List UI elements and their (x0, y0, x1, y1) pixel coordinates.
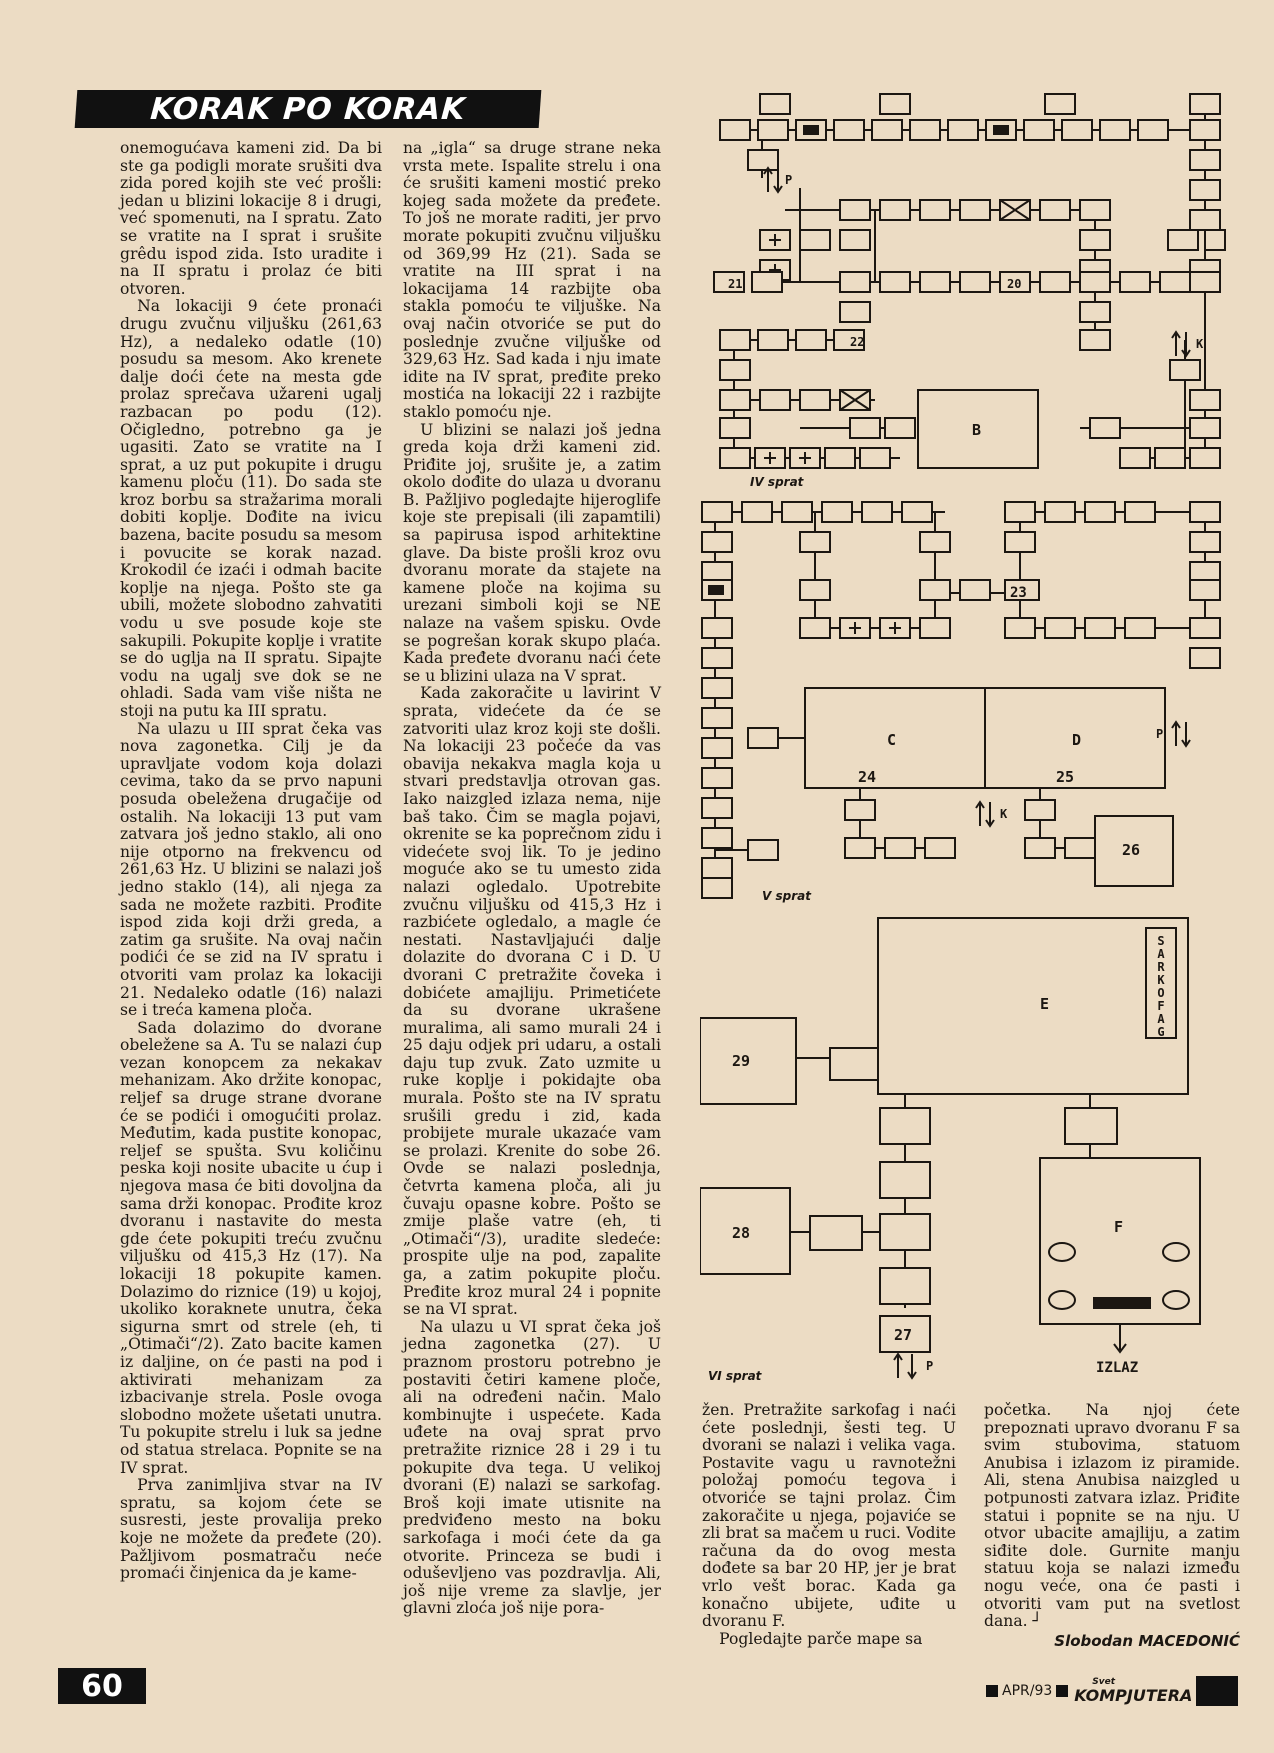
paragraph: Na lokaciji 9 ćete pronaći drugu zvučnu viljušku (261,63 Hz), a nedaleko odatle (10) posudu sa mesom. Ako krenete dalje doći ćete na mesta gde prolaz sprečava užareni ugalj razbacan po podu (12). Očigledno, potrebno ga je ugasiti. Zato se vratite na I sprat, a uz put pokupite i drugu kamenu ploču (11). Do sada ste kroz borbu sa stražarima morali dobiti koplje. Dođite na ivicu bazena, bacite posudu sa mesom i povucite se korak nazad. Krokodil će izaći i odmah bacite koplje na njega. Pošto ste ga ubili, možete slobodno zahvatiti vodu u sve posude koje ste sakupili. Pokupite koplje i vratite se do uglja na II spratu. Sipajte vodu na ugalj sve dok se ne ohladi. Sada vam više ništa ne stoji na putu ka III spratu. (120, 297, 382, 720)
location-label-24: 24 (858, 768, 877, 786)
room-label-f: F (1114, 1218, 1124, 1236)
stairs-label-k: K (1196, 337, 1204, 351)
up-down-arrow-icon (764, 168, 782, 192)
article-column-2 (403, 140, 661, 1618)
room-label-b: B (972, 421, 982, 439)
sarkofag-letter: F (1157, 999, 1165, 1013)
magazine-logo (1074, 1678, 1192, 1705)
sarkofag-label (1157, 934, 1165, 1039)
floor-vi-map (700, 918, 1200, 1352)
sarkofag-letter: O (1157, 986, 1165, 1000)
location-label-28: 28 (732, 1224, 751, 1242)
location-label-27: 27 (894, 1326, 913, 1344)
paragraph: Na ulazu u VI sprat čeka još jedna zagonetka (27). U praznom prostoru potrebno je postaviti četiri kamene ploče, ali na određeni način. Malo kombinujte i uspećete. Kada uđete na ovaj sprat prvo pretražite riznice 28 i 29 i tu pokupite dva tega. U velikoj dvorani (E) nalazi se sarkofag. Broš koji imate utisnite na predviđeno mesto na boku sarkofaga i moći ćete da ga otvorite. Princeza se budi i oduševljeno vas pozdravlja. Ali, još nije vreme za slavlje, jer glavni zloća još nije pora- (403, 1317, 661, 1618)
author-signature: Slobodan MACEDONIĆ (1054, 1631, 1240, 1650)
page-footer (982, 1676, 1238, 1706)
footer-black-block (1196, 1676, 1238, 1706)
room-label-c: C (887, 731, 897, 749)
paragraph: početka. Na njoj ćete prepoznati upravo dvoranu F sa svim stubovima, statuom Anubisa i izlazom iz piramide. Ali, stena Anubisa naizgled u potpunosti zatvara izlaz. Priđite statui i popnite se na nju. U otvor ubacite amajliju, a zatim siđite dole. Gurnite manju statuu koja se nalazi između nogu veće, ona će pasti i otvoriti vam put na svetlost dana. ┘ (984, 1401, 1240, 1631)
paragraph: žen. Pretražite sarkofag i naći ćete poslednji, šesti teg. U dvorani se nalazi i velika vaga. Postavite vagu u ravnotežni položaj pomoću tegova i otvoriće se tajni prolaz. Čim zakoračite u njega, pojaviće se zli brat sa mačem u ruci. Vodite računa da do ovog mesta dođete sa bar 20 HP, jer je brat vrlo vešt borac. Kada ga konačno ubijete, uđite u dvoranu F. (702, 1401, 956, 1631)
paragraph: U blizini se nalazi još jedna greda koja drži kameni zid. Priđite joj, srušite je, a zatim okolo dođite do ulaza u dvoranu B. Pažljivo pogledajte hijeroglife koje ste prepisali (ili zapamtili) sa papirusa ispod arhitektine glave. Da biste prošli kroz ovu dvoranu morate da stajete na kamene ploče na kojima su urezani simboli koji se NE nalaze na vašem spisku. Ovde se pogrešan korak skupo plaća. Kada pređete dvoranu naći ćete se u blizini ulaza na V sprat. (403, 420, 661, 685)
location-label-29: 29 (732, 1052, 751, 1070)
up-down-arrow-icon (1172, 332, 1190, 356)
section-banner: KORAK PO KORAK (75, 90, 542, 128)
sarkofag-letter: R (1157, 960, 1165, 974)
floor-iv-map (714, 94, 1225, 468)
page-number: 60 (58, 1668, 146, 1704)
footer-square-icon (986, 1685, 998, 1697)
paragraph: Pogledajte parče mape sa (719, 1629, 923, 1648)
article-column-4 (984, 1402, 1240, 1650)
paragraph: Na ulazu u III sprat čeka vas nova zagonetka. Cilj je da upravljate vodom koja dolazi cevima, tako da se prvo napuni posuda obeležena drugačije od ostalih. Na lokaciji 13 put vam zatvara još jedno staklo, ali ono nije otporno na frekvencu od 261,63 Hz. U blizini se nalazi još jedno staklo (14), ali njega za sada ne možete razbiti. Prođite ispod zida koji drži greda, a zatim ga srušite. Na ovaj način podići će se zid na IV spratu i otvoriti vam prolaz ka lokaciji 21. Nedaleko odatle (16) nalazi se i treća kamena ploča. (120, 719, 382, 1020)
up-down-arrow-icon (894, 1354, 916, 1378)
paragraph: Kada zakoračite u lavirint V sprata, videćete da će se zatvoriti ulaz kroz koji ste došli. Na lokaciji 23 počeće da vas obavija nekakva magla koja u stvari predstavlja otrovan gas. Iako naizgled izlaza nema, nije baš tako. Čim se magla pojavi, okrenite se ka poprečnom zidu i videćete svoj lik. To je jedino moguće ako se tu umesto zida nalazi ogledalo. Upotrebite zvučnu viljušku od 415,3 Hz i razbićete ogledalo, a magle će nestati. Nastavljajući dalje dolazite do dvorana C i D. U dvorani C pretražite čoveka i dobićete amajliju. Primetićete da su dvorane ukrašene muralima, ali samo murali 24 i 25 daju odjek pri udaru, a ostali daju tup zvuk. Zato uzmite u ruke koplje i pokidajte oba murala. Pošto ste na IV spratu srušili gredu i zid, kada probijete murale ukazaće vam se prolazi. Krenite do sobe 26. Ovde se nalazi poslednja, četvrta kamena ploča, ali ju čuvaju opasne kobre. Pošto se zmije plaše vatre (eh, ti „Otimači“/3), uradite sledeće: prospite ulje na pod, zapalite ga, a zatim pokupite ploču. Pređite kroz mural 24 i popnite se na VI sprat. (403, 684, 661, 1319)
location-label-21: 21 (728, 277, 743, 291)
stairs-label-p: P (785, 173, 793, 187)
sarkofag-letter: S (1157, 934, 1165, 948)
up-down-arrow-icon (1172, 722, 1190, 746)
sarkofag-letter: K (1157, 973, 1165, 987)
sarkofag-letter: G (1157, 1025, 1165, 1039)
room-label-e: E (1040, 995, 1050, 1013)
floor-label-vi: VI sprat (708, 1369, 762, 1383)
pyramid-map (700, 88, 1248, 1398)
stairs-label-p: P (926, 1359, 934, 1373)
floor-v-map (702, 502, 1220, 898)
floor-label-iv: IV sprat (750, 475, 804, 489)
paragraph: Prva zanimljiva stvar na IV spratu, sa kojom ćete se susresti, jeste provalija preko koje ne možete da pređete (20). Pažljivom posmatraču neće promaći činjenica da je kame- (120, 1476, 382, 1583)
floor-label-v: V sprat (762, 889, 811, 903)
article-column-3 (702, 1402, 956, 1648)
location-label-22: 22 (850, 335, 865, 349)
paragraph: onemogućava kameni zid. Da bi ste ga podigli morate srušiti dva zida pored kojih ste već prošli: jedan u blizini lokacije 8 i drugi, već spomenuti, na I spratu. Zato se vratite na I sprat i srušite grêdu ispod zida. Isto uradite i na II spratu i prolaz će biti otvoren. (120, 139, 382, 298)
article-column-1 (120, 140, 382, 1583)
magazine-name: KOMPJUTERA (1074, 1685, 1193, 1705)
room-label-d: D (1072, 731, 1082, 749)
location-label-26: 26 (1122, 841, 1141, 859)
exit-label: IZLAZ (1096, 1360, 1139, 1376)
issue-label: APR/93 (1002, 1683, 1053, 1699)
location-label-25: 25 (1056, 768, 1075, 786)
sarkofag-letter: A (1157, 947, 1165, 961)
location-label-23: 23 (1010, 585, 1027, 601)
paragraph: Sada dolazimo do dvorane obeležene sa A. Tu se nalazi ćup vezan konopcem za nekakav mehanizam. Ako držite konopac, reljef sa druge strane dvorane će se podići i omogućiti prolaz. Međutim, kada pustite konopac, reljef se spušta. Svu količinu peska koji nosite ubacite u ćup i njegova masa će biti dovoljna da sama drži konopac. Prođite kroz dvoranu i nastavite do mesta gde ćete pokupiti treću zvučnu viljušku od 415,3 Hz (17). Na lokaciji 18 pokupite kamen. Dolazimo do riznice (19) u kojoj, ukoliko koraknete unutra, čeka sigurna smrt od strele (eh, ti „Otimači“/2). Zato bacite kamen iz daljine, on će pasti na pod i aktivirati mehanizam za izbacivanje strela. Posle ovoga slobodno možete ušetati unutra. Tu pokupite strelu i luk sa jedne od statua strelaca. Popnite se na IV sprat. (120, 1018, 382, 1477)
paragraph: na „igla“ sa druge strane neka vrsta mete. Ispalite strelu i ona će srušiti kameni mostić preko kojeg sada možete da pređete. To još ne morate raditi, jer prvo morate pokupiti zvučnu viljušku od 369,99 Hz (21). Sada se vratite na III sprat i na lokacijama 14 razbijte oba stakla pomoću te viljuške. Na ovaj način otvoriće se put do poslednje zvučne viljuške od 329,63 Hz. Sad kada i nju imate idite na IV sprat, pređite preko mostića na lokaciji 22 i razbijte staklo pomoću nje. (403, 139, 661, 421)
footer-square-icon (1056, 1685, 1068, 1697)
stairs-label-p: P (1156, 727, 1164, 741)
stairs-label-k: K (1000, 807, 1008, 821)
sarkofag-letter: A (1157, 1012, 1165, 1026)
magazine-logo-small: Svet (1092, 1676, 1116, 1687)
location-label-20: 20 (1007, 277, 1022, 291)
up-down-arrow-icon (976, 802, 994, 826)
